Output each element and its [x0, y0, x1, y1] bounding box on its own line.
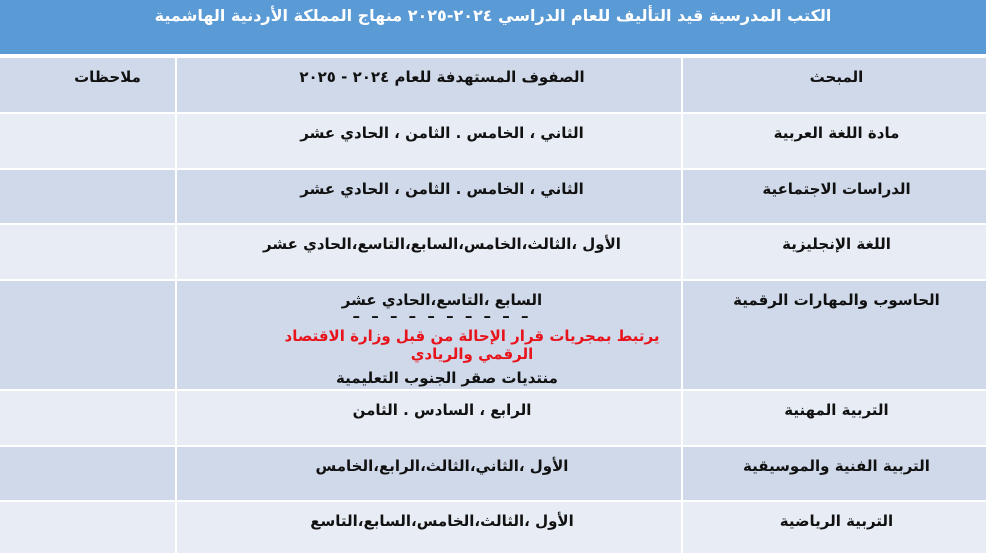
header-grades-cell[interactable]: الصفوف المستهدفة للعام ٢٠٢٤ - ٢٠٢٥ [176, 57, 682, 113]
notes-cell[interactable] [0, 446, 176, 501]
forum-note: منتديات صقر الجنوب التعليمية [336, 369, 558, 387]
notes-cell[interactable] [0, 224, 176, 280]
subject-cell[interactable]: التربية المهنية [682, 390, 986, 446]
table-row [0, 390, 986, 446]
title-bar [0, 0, 986, 56]
table-row [0, 113, 986, 169]
header-row [0, 57, 986, 113]
grades-cell[interactable]: الرابع ، السادس . الثامن [176, 390, 682, 446]
grades-cell[interactable] [176, 280, 682, 390]
grades-text: السابع ،التاسع،الحادي عشر [341, 291, 543, 309]
notes-cell[interactable] [0, 390, 176, 446]
sheet-title: الكتب المدرسية قيد التأليف للعام الدراسي ٢٠٢٤-٢٠٢٥ منهاج المملكة الأردنية الهاشمية [154, 6, 832, 25]
grades-cell[interactable]: الأول ،الثاني،الثالث،الرابع،الخامس [176, 446, 682, 501]
notes-cell[interactable] [0, 113, 176, 169]
subject-cell[interactable]: الدراسات الاجتماعية [682, 169, 986, 224]
table-row [0, 169, 986, 224]
header-subject-cell[interactable]: المبحث [682, 57, 986, 113]
notes-cell[interactable] [0, 280, 176, 390]
subject-cell[interactable]: الحاسوب والمهارات الرقمية [682, 280, 986, 390]
table-row [0, 501, 986, 553]
subject-cell[interactable]: التربية الرياضية [682, 501, 986, 553]
subject-cell[interactable]: اللغة الإنجليزية [682, 224, 986, 280]
grades-cell[interactable]: الأول ،الثالث،الخامس،السابع،التاسع [176, 501, 682, 553]
header-notes-cell[interactable]: ملاحظات [0, 57, 176, 113]
table-row [0, 446, 986, 501]
notes-cell[interactable] [0, 169, 176, 224]
referral-note: يرتبط بمجريات قرار الإحالة من قبل وزارة الاقتصاد الرقمي والريادي [284, 327, 660, 363]
subject-cell[interactable]: التربية الفنية والموسيقية [682, 446, 986, 501]
notes-cell[interactable] [0, 501, 176, 553]
table-row [0, 224, 986, 280]
grades-cell[interactable]: الثاني ، الخامس . الثامن ، الحادي عشر [176, 113, 682, 169]
table-row [0, 280, 986, 390]
dashed-separator: – – – – – – – – – – [352, 307, 532, 325]
grades-cell[interactable]: الأول ،الثالث،الخامس،السابع،التاسع،الحادي عشر [176, 224, 682, 280]
grades-cell[interactable]: الثاني ، الخامس . الثامن ، الحادي عشر [176, 169, 682, 224]
subject-cell[interactable]: مادة اللغة العربية [682, 113, 986, 169]
curriculum-table [0, 56, 986, 553]
